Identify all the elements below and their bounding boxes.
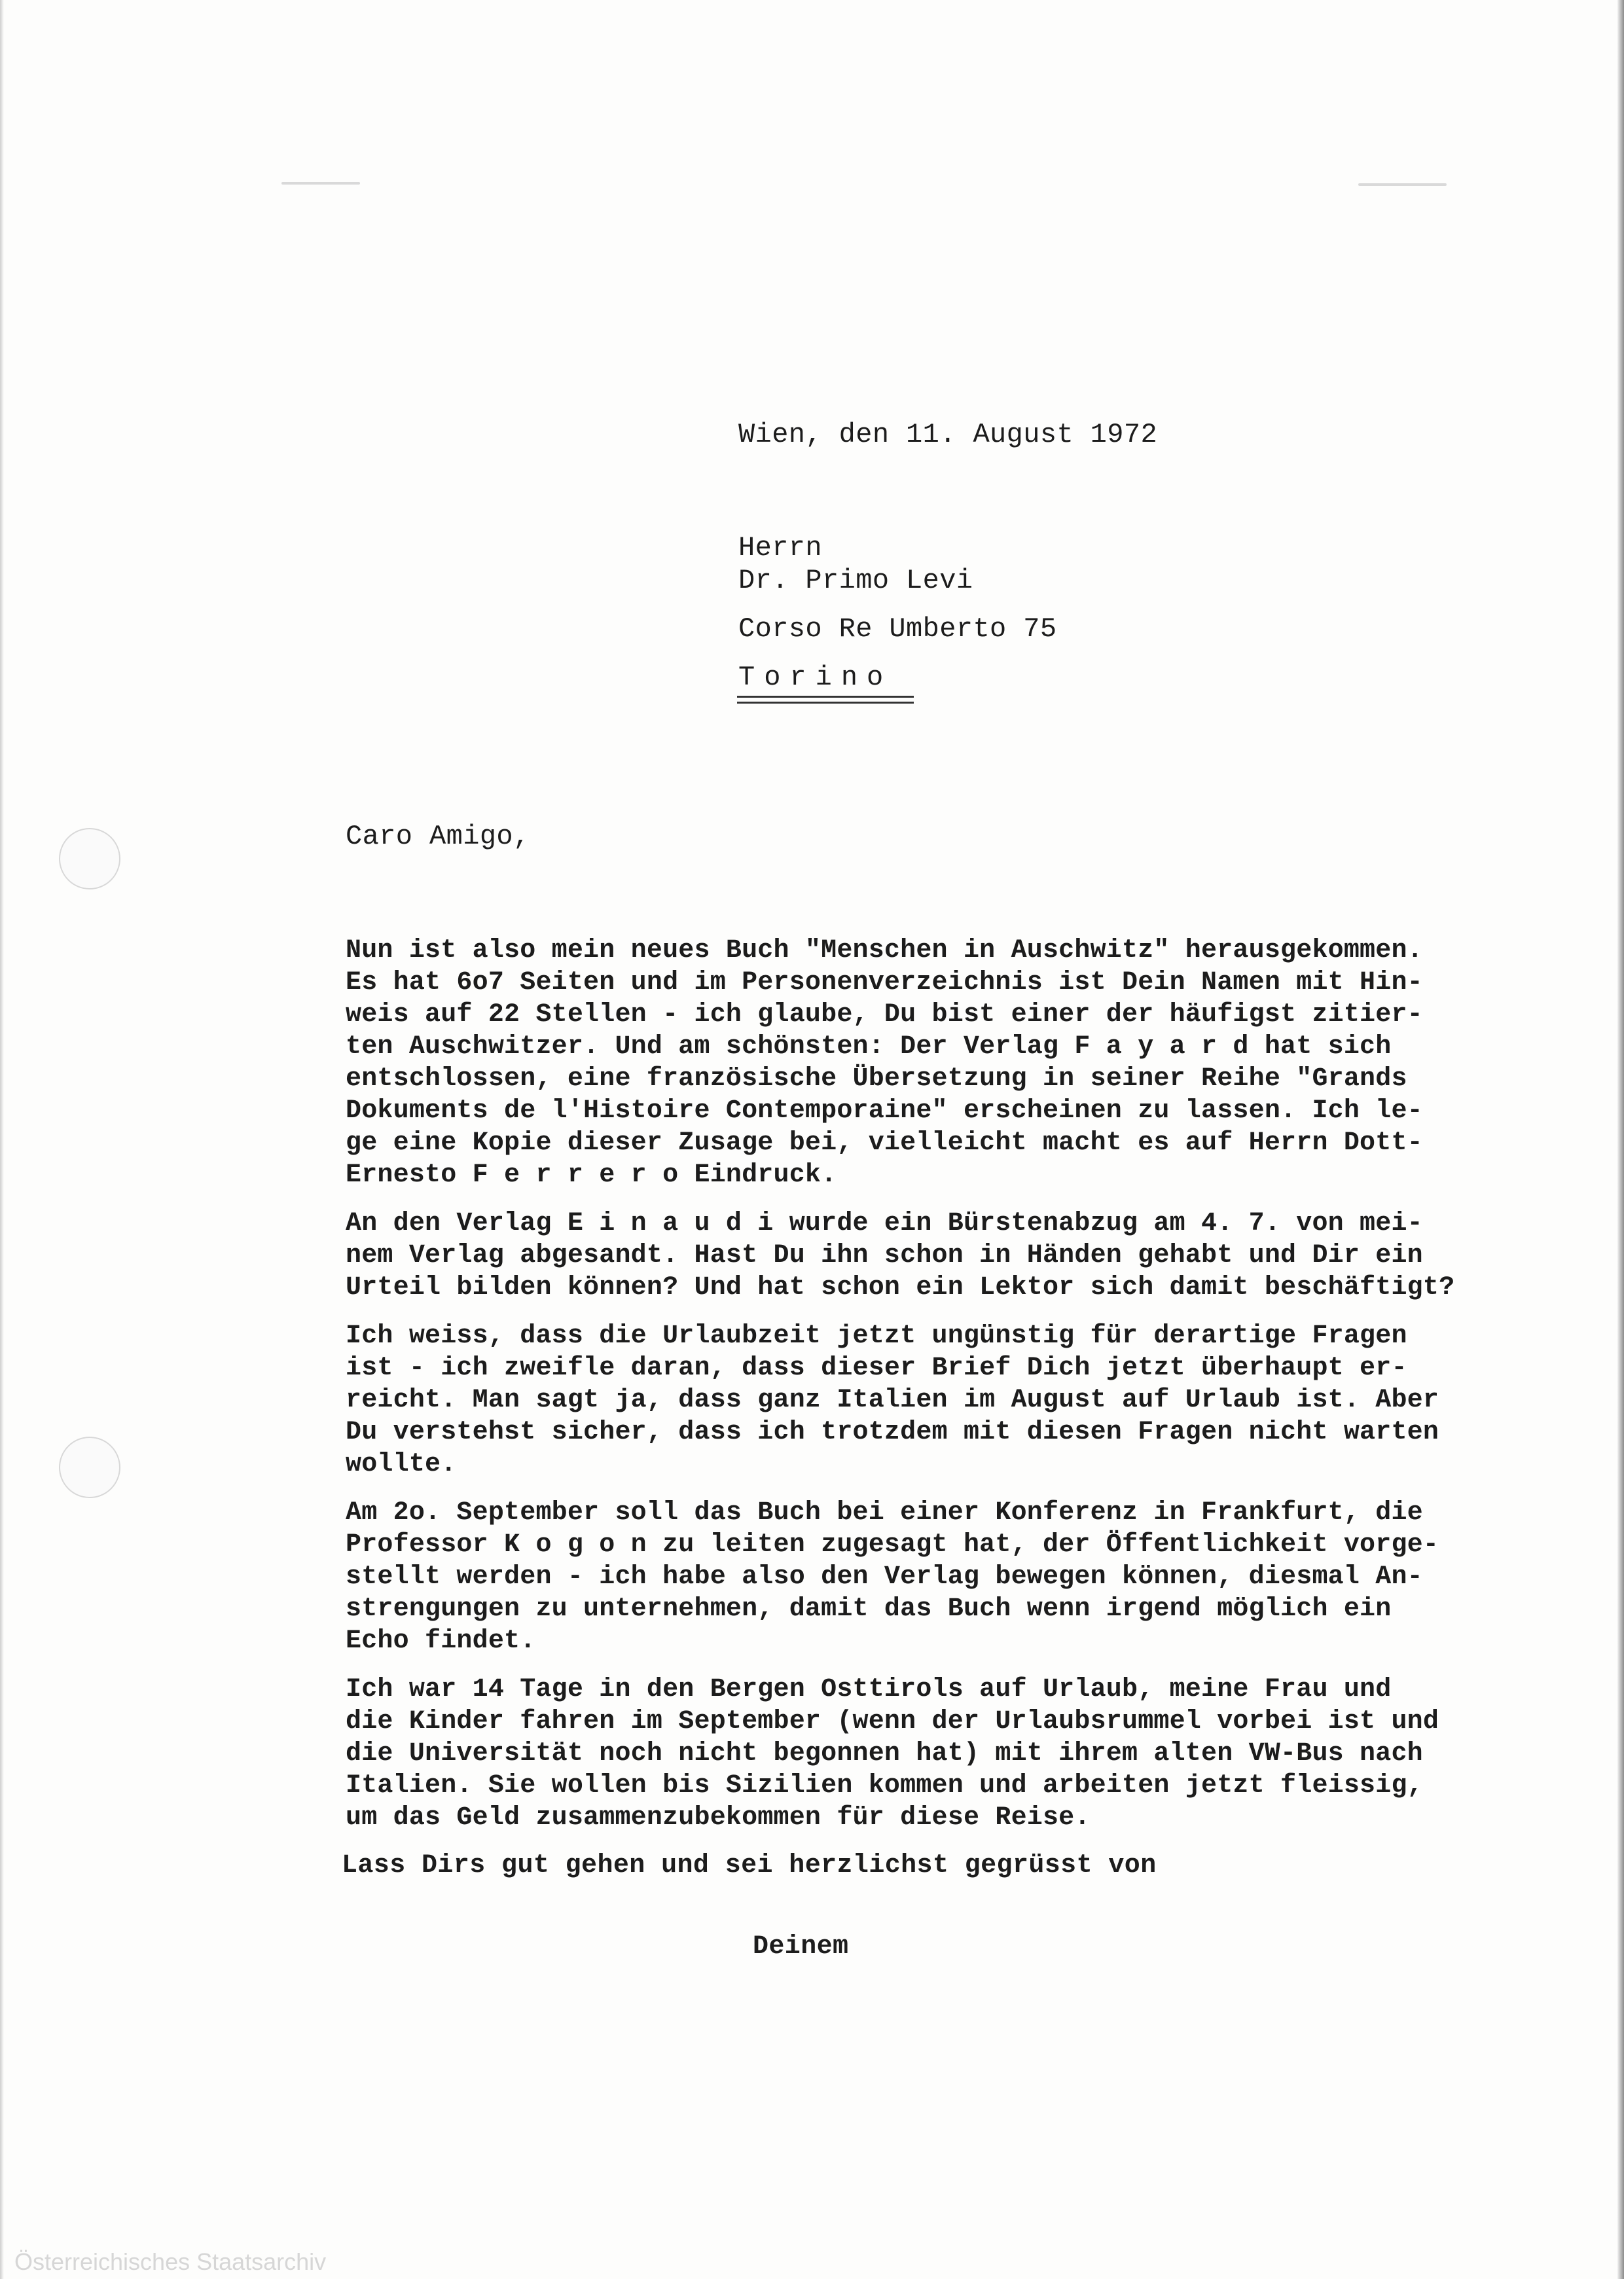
- text-line: Italien. Sie wollen bis Sizilien kommen und arbeiten jetzt fleissig,: [346, 1771, 1423, 1801]
- closing-line: Lass Dirs gut gehen und sei herzlichst gegrüsst von: [342, 1851, 1157, 1880]
- text-line: Ich war 14 Tage in den Bergen Osttirols auf Urlaub, meine Frau und: [346, 1675, 1392, 1704]
- text-line: Ich weiss, dass die Urlaubzeit jetzt ungünstig für derartige Fragen: [346, 1321, 1407, 1351]
- recipient-city: Torino: [738, 662, 893, 693]
- recipient-honorific: Herrn: [738, 532, 823, 564]
- text-line: die Kinder fahren im September (wenn der Urlaubsrummel vorbei ist und: [346, 1707, 1439, 1736]
- text-line: die Universität noch nicht begonnen hat) mit ihrem alten VW-Bus nach: [346, 1739, 1423, 1768]
- paragraph-4: [346, 1497, 1478, 1657]
- text-line: Dokuments de l'Histoire Contemporaine" erscheinen zu lassen. Ich le-: [346, 1096, 1423, 1126]
- city-underline-top: [737, 696, 914, 698]
- paragraph-2: [346, 1208, 1478, 1304]
- text-line: ten Auschwitzer. Und am schönsten: Der Verlag F a y a r d hat sich: [346, 1032, 1392, 1062]
- text-line: Urteil bilden können? Und hat schon ein Lektor sich damit beschäftigt?: [346, 1273, 1455, 1302]
- city-underline-bottom: [737, 702, 914, 704]
- text-line: ist - ich zweifle daran, dass dieser Brief Dich jetzt überhaupt er-: [346, 1354, 1407, 1383]
- signoff: Deinem: [753, 1932, 849, 1962]
- punch-hole-upper: [59, 828, 120, 889]
- text-line: Professor K o g o n zu leiten zugesagt hat, der Öffentlichkeit vorge-: [346, 1530, 1439, 1560]
- date-line: Wien, den 11. August 1972: [738, 419, 1158, 450]
- page-left-edge: [0, 0, 4, 2279]
- text-line: wollte.: [346, 1450, 457, 1479]
- text-line: strengungen zu unternehmen, damit das Buch wenn irgend möglich ein: [346, 1594, 1392, 1624]
- text-line: nem Verlag abgesandt. Hast Du ihn schon in Händen gehabt und Dir ein: [346, 1241, 1423, 1270]
- page-right-edge: [1617, 0, 1624, 2279]
- punch-hole-lower: [59, 1437, 120, 1498]
- paragraph-3: [346, 1320, 1478, 1480]
- recipient-name: Dr. Primo Levi: [738, 565, 973, 596]
- text-line: Ernesto F e r r e r o Eindruck.: [346, 1160, 837, 1190]
- text-line: Nun ist also mein neues Buch "Menschen in Auschwitz" herausgekommen.: [346, 936, 1423, 965]
- paragraph-5: [346, 1674, 1478, 1834]
- text-line: um das Geld zusammenzubekommen für diese Reise.: [346, 1803, 1091, 1833]
- text-line: reicht. Man sagt ja, dass ganz Italien im August auf Urlaub ist. Aber: [346, 1386, 1439, 1415]
- text-line: Es hat 6o7 Seiten und im Personenverzeichnis ist Dein Namen mit Hin-: [346, 968, 1423, 997]
- text-line: Du verstehst sicher, dass ich trotzdem mit diesen Fragen nicht warten: [346, 1418, 1439, 1447]
- text-line: entschlossen, eine französische Übersetzung in seiner Reihe "Grands: [346, 1064, 1407, 1094]
- scan-mark-left: [281, 182, 360, 185]
- salutation: Caro Amigo,: [346, 821, 530, 852]
- text-line: Echo findet.: [346, 1626, 536, 1656]
- recipient-street: Corso Re Umberto 75: [738, 613, 1057, 645]
- scan-mark-right: [1358, 183, 1447, 186]
- paragraph-1: [346, 935, 1478, 1191]
- text-line: Am 2o. September soll das Buch bei einer Konferenz in Frankfurt, die: [346, 1498, 1423, 1528]
- archive-watermark: Österreichisches Staatsarchiv: [14, 2248, 327, 2275]
- text-line: An den Verlag E i n a u d i wurde ein Bürstenabzug am 4. 7. von mei-: [346, 1209, 1423, 1238]
- text-line: ge eine Kopie dieser Zusage bei, vielleicht macht es auf Herrn Dott-: [346, 1128, 1423, 1158]
- text-line: weis auf 22 Stellen - ich glaube, Du bist einer der häufigst zitier-: [346, 1000, 1423, 1030]
- text-line: stellt werden - ich habe also den Verlag bewegen können, diesmal An-: [346, 1562, 1423, 1592]
